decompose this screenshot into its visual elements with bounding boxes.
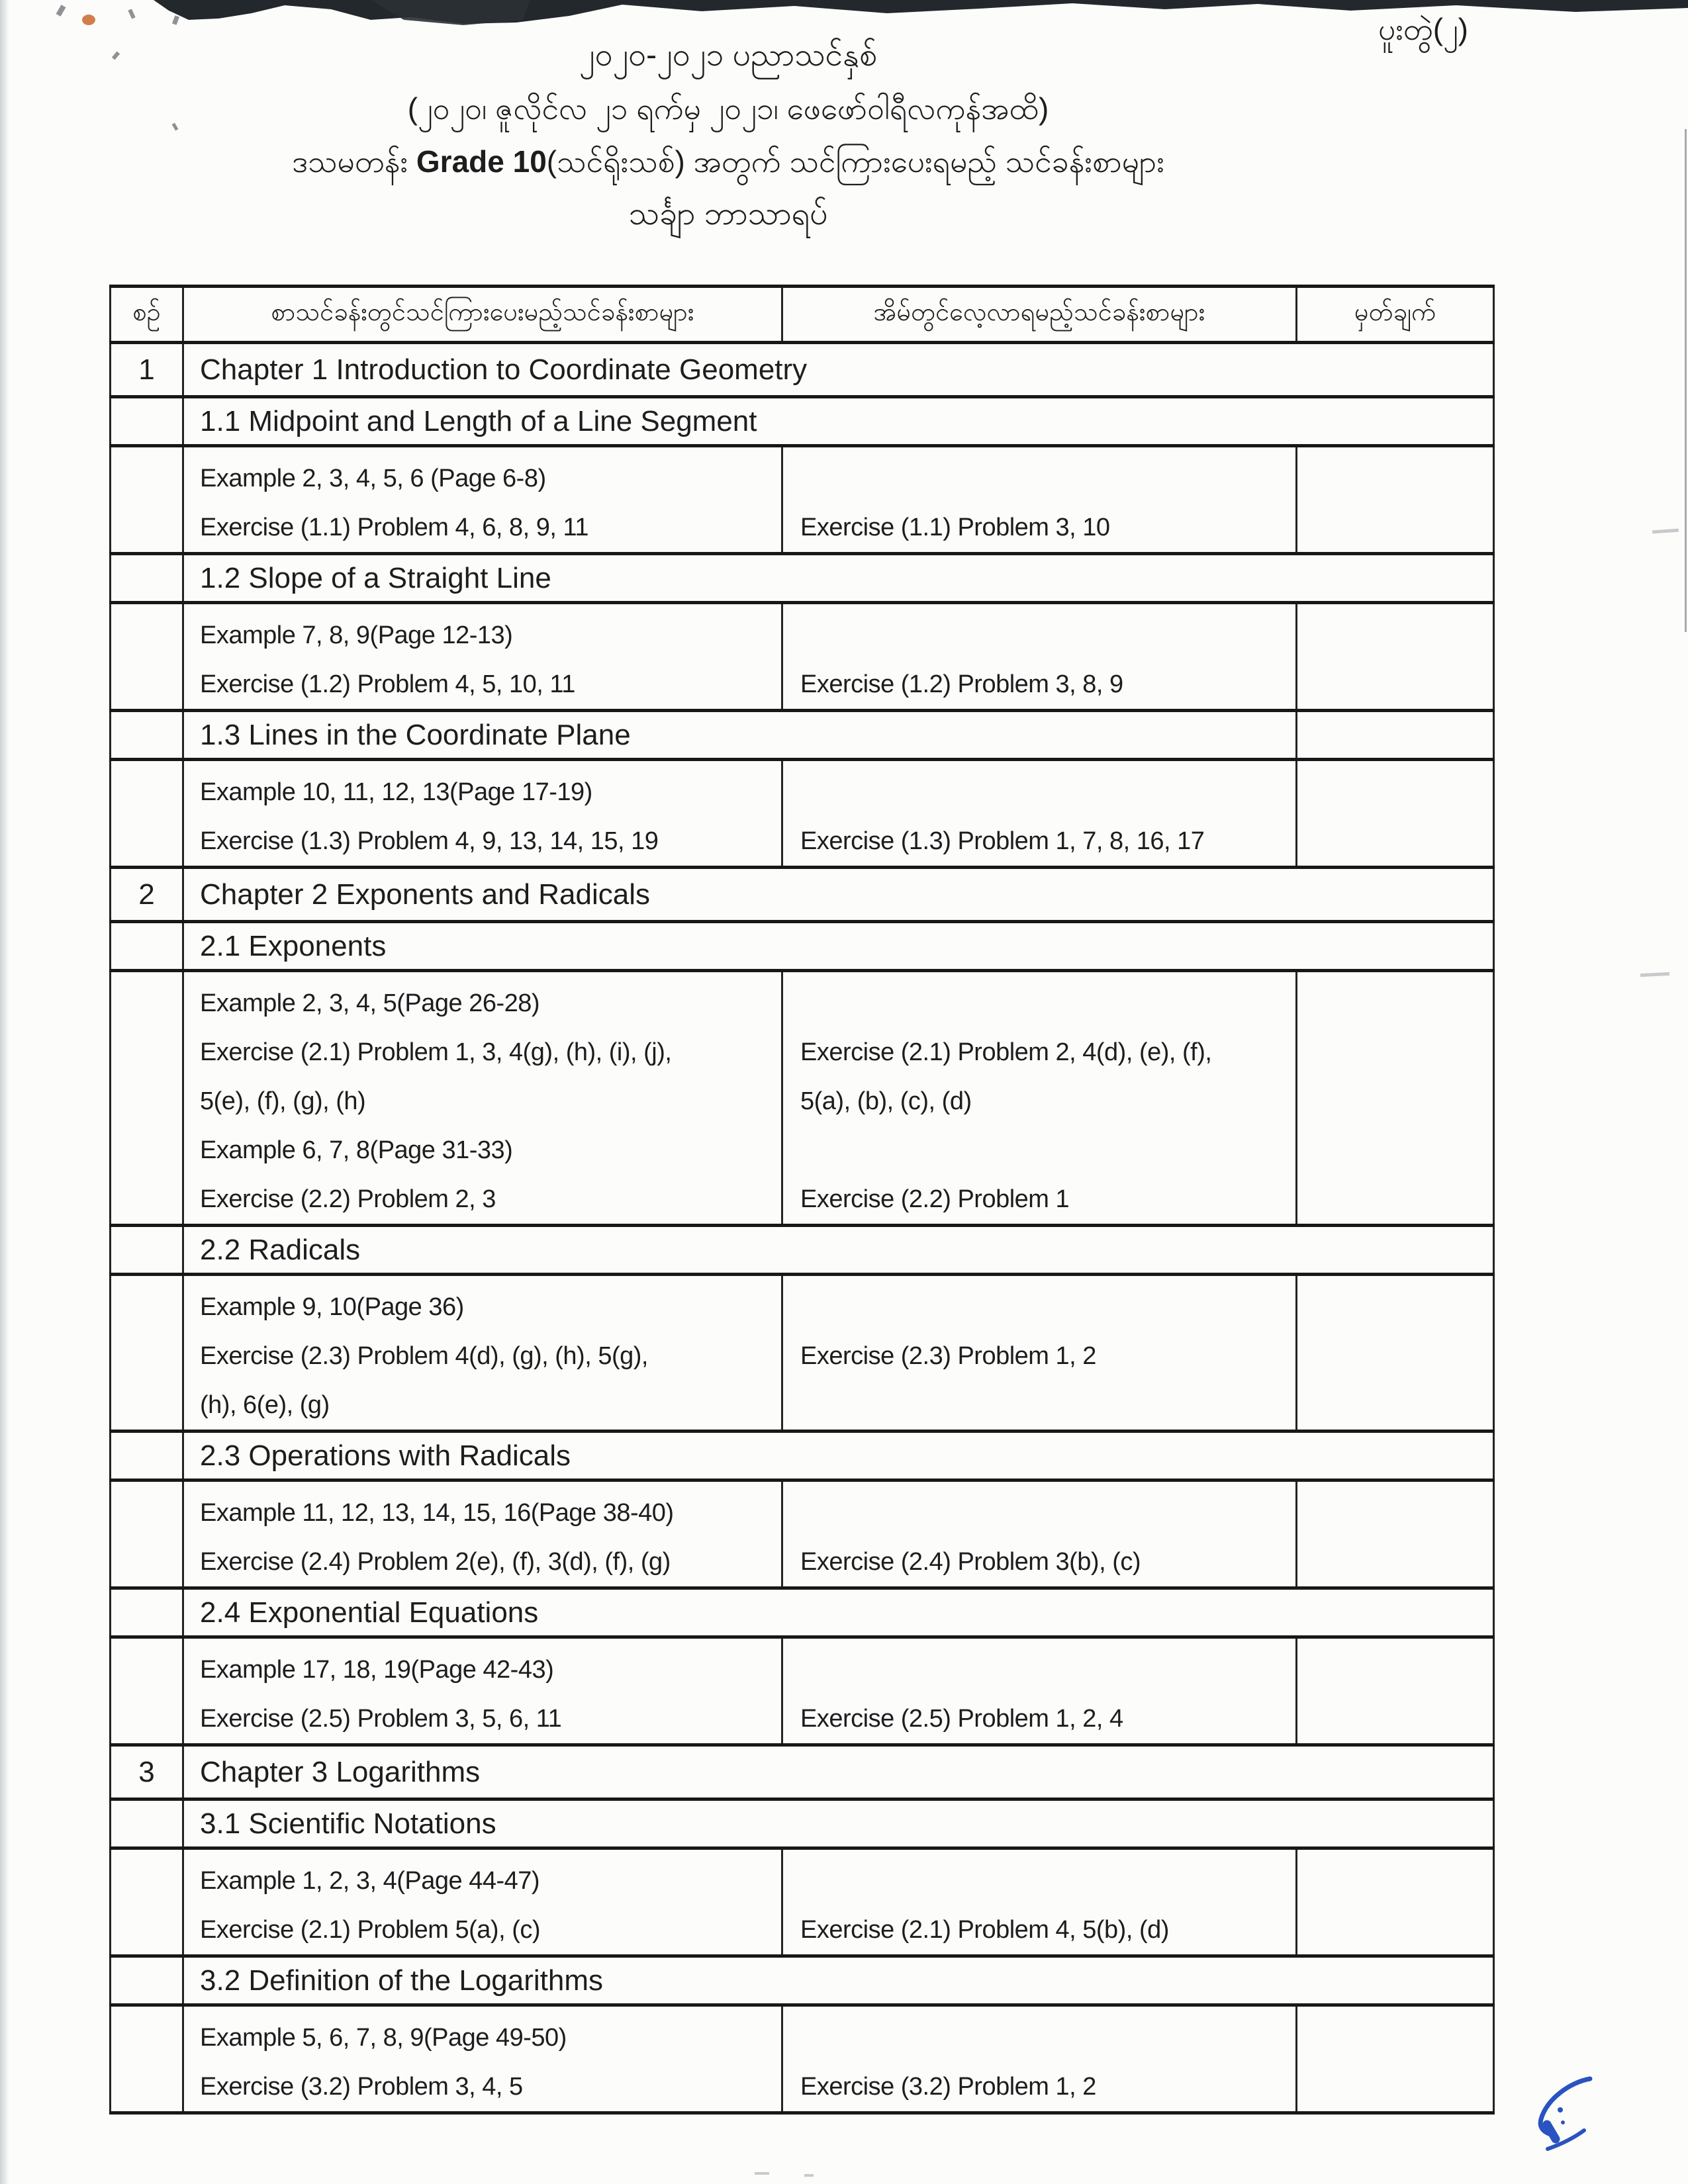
home-cell: [782, 2005, 1297, 2113]
chapter-number-cell: 1: [111, 343, 183, 397]
content-row: [111, 1480, 1494, 1588]
section-number-cell: [111, 1799, 183, 1848]
content-number-cell: [111, 1480, 183, 1588]
section-title: 2.1 Exponents: [200, 929, 387, 962]
classroom-line: Example 11, 12, 13, 14, 15, 16(Page 38-40): [200, 1499, 674, 1527]
home-line: [800, 979, 1295, 1028]
home-cell: [782, 603, 1297, 711]
home-line: [800, 1126, 1295, 1175]
scan-faint-mark: [804, 2174, 814, 2177]
section-number-cell: [111, 1588, 183, 1637]
section-row: [111, 922, 1494, 971]
section-number-cell: [111, 1432, 183, 1480]
classroom-line: Example 10, 11, 12, 13(Page 17-19): [200, 778, 592, 806]
section-row: [111, 1956, 1494, 2005]
remark-cell: [1297, 971, 1494, 1226]
classroom-line: Example 2, 3, 4, 5(Page 26-28): [200, 989, 540, 1017]
remark-cell: [1297, 760, 1494, 868]
content-number-cell: [111, 971, 183, 1226]
home-line: 5(a), (b), (c), (d): [800, 1087, 972, 1115]
remark-cell: [1297, 1637, 1494, 1745]
home-cell: [782, 446, 1297, 554]
classroom-line: Example 9, 10(Page 36): [200, 1293, 464, 1321]
home-line: Exercise (2.2) Problem 1: [800, 1185, 1070, 1213]
home-line: [800, 768, 1295, 817]
chapter-title-cell: Chapter 2 Exponents and Radicals: [183, 868, 1494, 922]
section-row: [111, 1432, 1494, 1480]
section-row: [111, 397, 1494, 446]
classroom-line: Exercise (1.3) Problem 4, 9, 13, 14, 15, 19: [200, 827, 659, 855]
section-row: [111, 1799, 1494, 1848]
classroom-cell: [183, 603, 782, 711]
section-title-cell: [183, 397, 1494, 446]
column-header-home: အိမ်တွင်လေ့လာရမည့်သင်ခန်းစာများ: [782, 287, 1297, 343]
classroom-line: Example 1, 2, 3, 4(Page 44-47): [200, 1867, 540, 1895]
classroom-line: Exercise (1.2) Problem 4, 5, 10, 11: [200, 670, 575, 698]
section-title: 1.3 Lines in the Coordinate Plane: [200, 718, 631, 751]
scan-left-edge-shadow: [0, 0, 9, 2184]
section-number-cell: [111, 397, 183, 446]
content-number-cell: [111, 2005, 183, 2113]
chapter-row: [111, 343, 1494, 397]
scan-ink-blot: [82, 15, 95, 25]
home-line: Exercise (2.1) Problem 4, 5(b), (d): [800, 1916, 1169, 1944]
section-title: 3.1 Scientific Notations: [200, 1807, 496, 1840]
classroom-line: Example 7, 8, 9(Page 12-13): [200, 621, 513, 649]
title-grade-line: [40, 135, 1417, 188]
home-line: Exercise (2.1) Problem 2, 4(d), (e), (f),: [800, 1038, 1212, 1066]
column-header-no: စဉ်: [111, 287, 183, 343]
home-line: [800, 1856, 1295, 1905]
home-cell: [782, 1637, 1297, 1745]
section-title: 1.1 Midpoint and Length of a Line Segment: [200, 404, 757, 437]
attachment-label: ပူးတွဲ(၂): [1378, 12, 1468, 46]
scan-faint-mark: [1640, 972, 1669, 977]
column-header-classroom: စာသင်ခန်းတွင်သင်ကြားပေးမည့်သင်ခန်းစာများ: [183, 287, 782, 343]
content-row: [111, 760, 1494, 868]
table-header-row: [111, 287, 1494, 343]
content-row: [111, 971, 1494, 1226]
scan-faint-mark: [755, 2172, 769, 2175]
home-line: Exercise (2.4) Problem 3(b), (c): [800, 1548, 1141, 1576]
classroom-line: Exercise (2.2) Problem 2, 3: [200, 1185, 496, 1213]
chapter-title-cell: Chapter 1 Introduction to Coordinate Geometry: [183, 343, 1494, 397]
content-number-cell: [111, 1848, 183, 1956]
blue-pen-mark: [1509, 2058, 1642, 2171]
classroom-line: (h), 6(e), (g): [200, 1391, 330, 1419]
title-date-range: (၂၀၂၀၊ ဇူလိုင်လ ၂၁ ရက်မှ ၂၀၂၁၊ ဖေဖော်ဝါရီလကုန်အထိ): [407, 91, 1049, 126]
chapter-number-cell: 3: [111, 1745, 183, 1799]
home-cell: [782, 1275, 1297, 1432]
classroom-cell: [183, 971, 782, 1226]
section-title-cell: [183, 1799, 1494, 1848]
classroom-line: Example 2, 3, 4, 5, 6 (Page 6-8): [200, 465, 546, 492]
content-number-cell: [111, 1637, 183, 1745]
classroom-line: Example 17, 18, 19(Page 42-43): [200, 1656, 554, 1684]
remark-cell: [1297, 711, 1494, 760]
content-row: [111, 2005, 1494, 2113]
section-title-cell: [183, 554, 1494, 603]
section-title: 2.4 Exponential Equations: [200, 1596, 539, 1629]
remark-cell: [1297, 446, 1494, 554]
section-row: [111, 1226, 1494, 1275]
remark-cell: [1297, 1275, 1494, 1432]
section-title-cell: [183, 1432, 1494, 1480]
home-cell: [782, 1480, 1297, 1588]
section-number-cell: [111, 554, 183, 603]
document-header: [40, 29, 1417, 241]
classroom-cell: [183, 446, 782, 554]
scan-right-edge-line: [1685, 129, 1687, 632]
scan-faint-mark: [1652, 529, 1679, 534]
section-title-cell: [183, 1226, 1494, 1275]
section-title-cell: [183, 922, 1494, 971]
classroom-cell: [183, 1848, 782, 1956]
classroom-cell: [183, 760, 782, 868]
section-title: 3.2 Definition of the Logarithms: [200, 1964, 604, 1997]
home-line: [800, 611, 1295, 660]
remark-cell: [1297, 1848, 1494, 1956]
section-number-cell: [111, 711, 183, 760]
section-title: 2.3 Operations with Radicals: [200, 1439, 571, 1472]
section-number-cell: [111, 1226, 183, 1275]
syllabus-table: [109, 285, 1495, 2115]
home-line: [800, 1381, 1295, 1430]
home-line: Exercise (2.3) Problem 1, 2: [800, 1342, 1096, 1370]
section-row: [111, 554, 1494, 603]
title-academic-year: ၂၀၂၀-၂၀၂၁ ပညာသင်နှစ်: [579, 38, 877, 73]
section-number-cell: [111, 922, 183, 971]
section-title-cell: [183, 1956, 1494, 2005]
column-header-remark: မှတ်ချက်: [1297, 287, 1494, 343]
remark-cell: [1297, 2005, 1494, 2113]
classroom-line: Exercise (2.3) Problem 4(d), (g), (h), 5(g),: [200, 1342, 648, 1370]
remark-cell: [1297, 603, 1494, 711]
classroom-line: Exercise (2.1) Problem 1, 3, 4(g), (h), (i), (j),: [200, 1038, 672, 1066]
content-row: [111, 446, 1494, 554]
chapter-title-cell: Chapter 3 Logarithms: [183, 1745, 1494, 1799]
content-number-cell: [111, 446, 183, 554]
chapter-row: [111, 1745, 1494, 1799]
classroom-line: Example 5, 6, 7, 8, 9(Page 49-50): [200, 2024, 567, 2052]
classroom-line: Exercise (2.5) Problem 3, 5, 6, 11: [200, 1705, 562, 1733]
content-number-cell: [111, 760, 183, 868]
section-row: [111, 1588, 1494, 1637]
content-row: [111, 603, 1494, 711]
classroom-line: Exercise (1.1) Problem 4, 6, 8, 9, 11: [200, 514, 588, 541]
title-grade-pre: ဒသမတန်း: [292, 144, 416, 179]
classroom-line: Exercise (2.4) Problem 2(e), (f), 3(d), (f), (g): [200, 1548, 671, 1576]
chapter-number-cell: 2: [111, 868, 183, 922]
home-line: Exercise (1.2) Problem 3, 8, 9: [800, 670, 1123, 698]
home-cell: [782, 760, 1297, 868]
section-title: 1.2 Slope of a Straight Line: [200, 561, 551, 594]
home-line: [800, 1283, 1295, 1332]
section-title: 2.2 Radicals: [200, 1233, 361, 1266]
classroom-line: Exercise (3.2) Problem 3, 4, 5: [200, 2073, 523, 2101]
section-title-cell: [183, 711, 1297, 760]
classroom-line: Exercise (2.1) Problem 5(a), (c): [200, 1916, 541, 1944]
title-subject: သင်္ချာ ဘာသာရပ်: [628, 197, 828, 232]
home-cell: [782, 971, 1297, 1226]
classroom-cell: [183, 1480, 782, 1588]
classroom-line: Example 6, 7, 8(Page 31-33): [200, 1136, 513, 1164]
section-title-cell: [183, 1588, 1494, 1637]
content-row: [111, 1637, 1494, 1745]
home-line: [800, 454, 1295, 503]
section-number-cell: [111, 1956, 183, 2005]
content-row: [111, 1275, 1494, 1432]
classroom-cell: [183, 1275, 782, 1432]
home-line: [800, 2013, 1295, 2062]
home-line: Exercise (1.1) Problem 3, 10: [800, 514, 1110, 541]
syllabus-table-body: [111, 343, 1494, 2113]
home-line: Exercise (3.2) Problem 1, 2: [800, 2073, 1096, 2101]
classroom-line: 5(e), (f), (g), (h): [200, 1087, 366, 1115]
chapter-row: [111, 868, 1494, 922]
content-row: [111, 1848, 1494, 1956]
classroom-cell: [183, 2005, 782, 2113]
content-number-cell: [111, 1275, 183, 1432]
section-row: [111, 711, 1494, 760]
home-line: Exercise (2.5) Problem 1, 2, 4: [800, 1705, 1123, 1733]
content-number-cell: [111, 603, 183, 711]
home-line: Exercise (1.3) Problem 1, 7, 8, 16, 17: [800, 827, 1205, 855]
home-line: [800, 1488, 1295, 1537]
title-grade-post: (သင်ရိုးသစ်) အတွက် သင်ကြားပေးရမည့် သင်ခန်းစာများ: [546, 144, 1164, 179]
home-cell: [782, 1848, 1297, 1956]
title-grade-bold: Grade 10: [416, 144, 547, 179]
classroom-cell: [183, 1637, 782, 1745]
remark-cell: [1297, 1480, 1494, 1588]
home-line: [800, 1645, 1295, 1694]
